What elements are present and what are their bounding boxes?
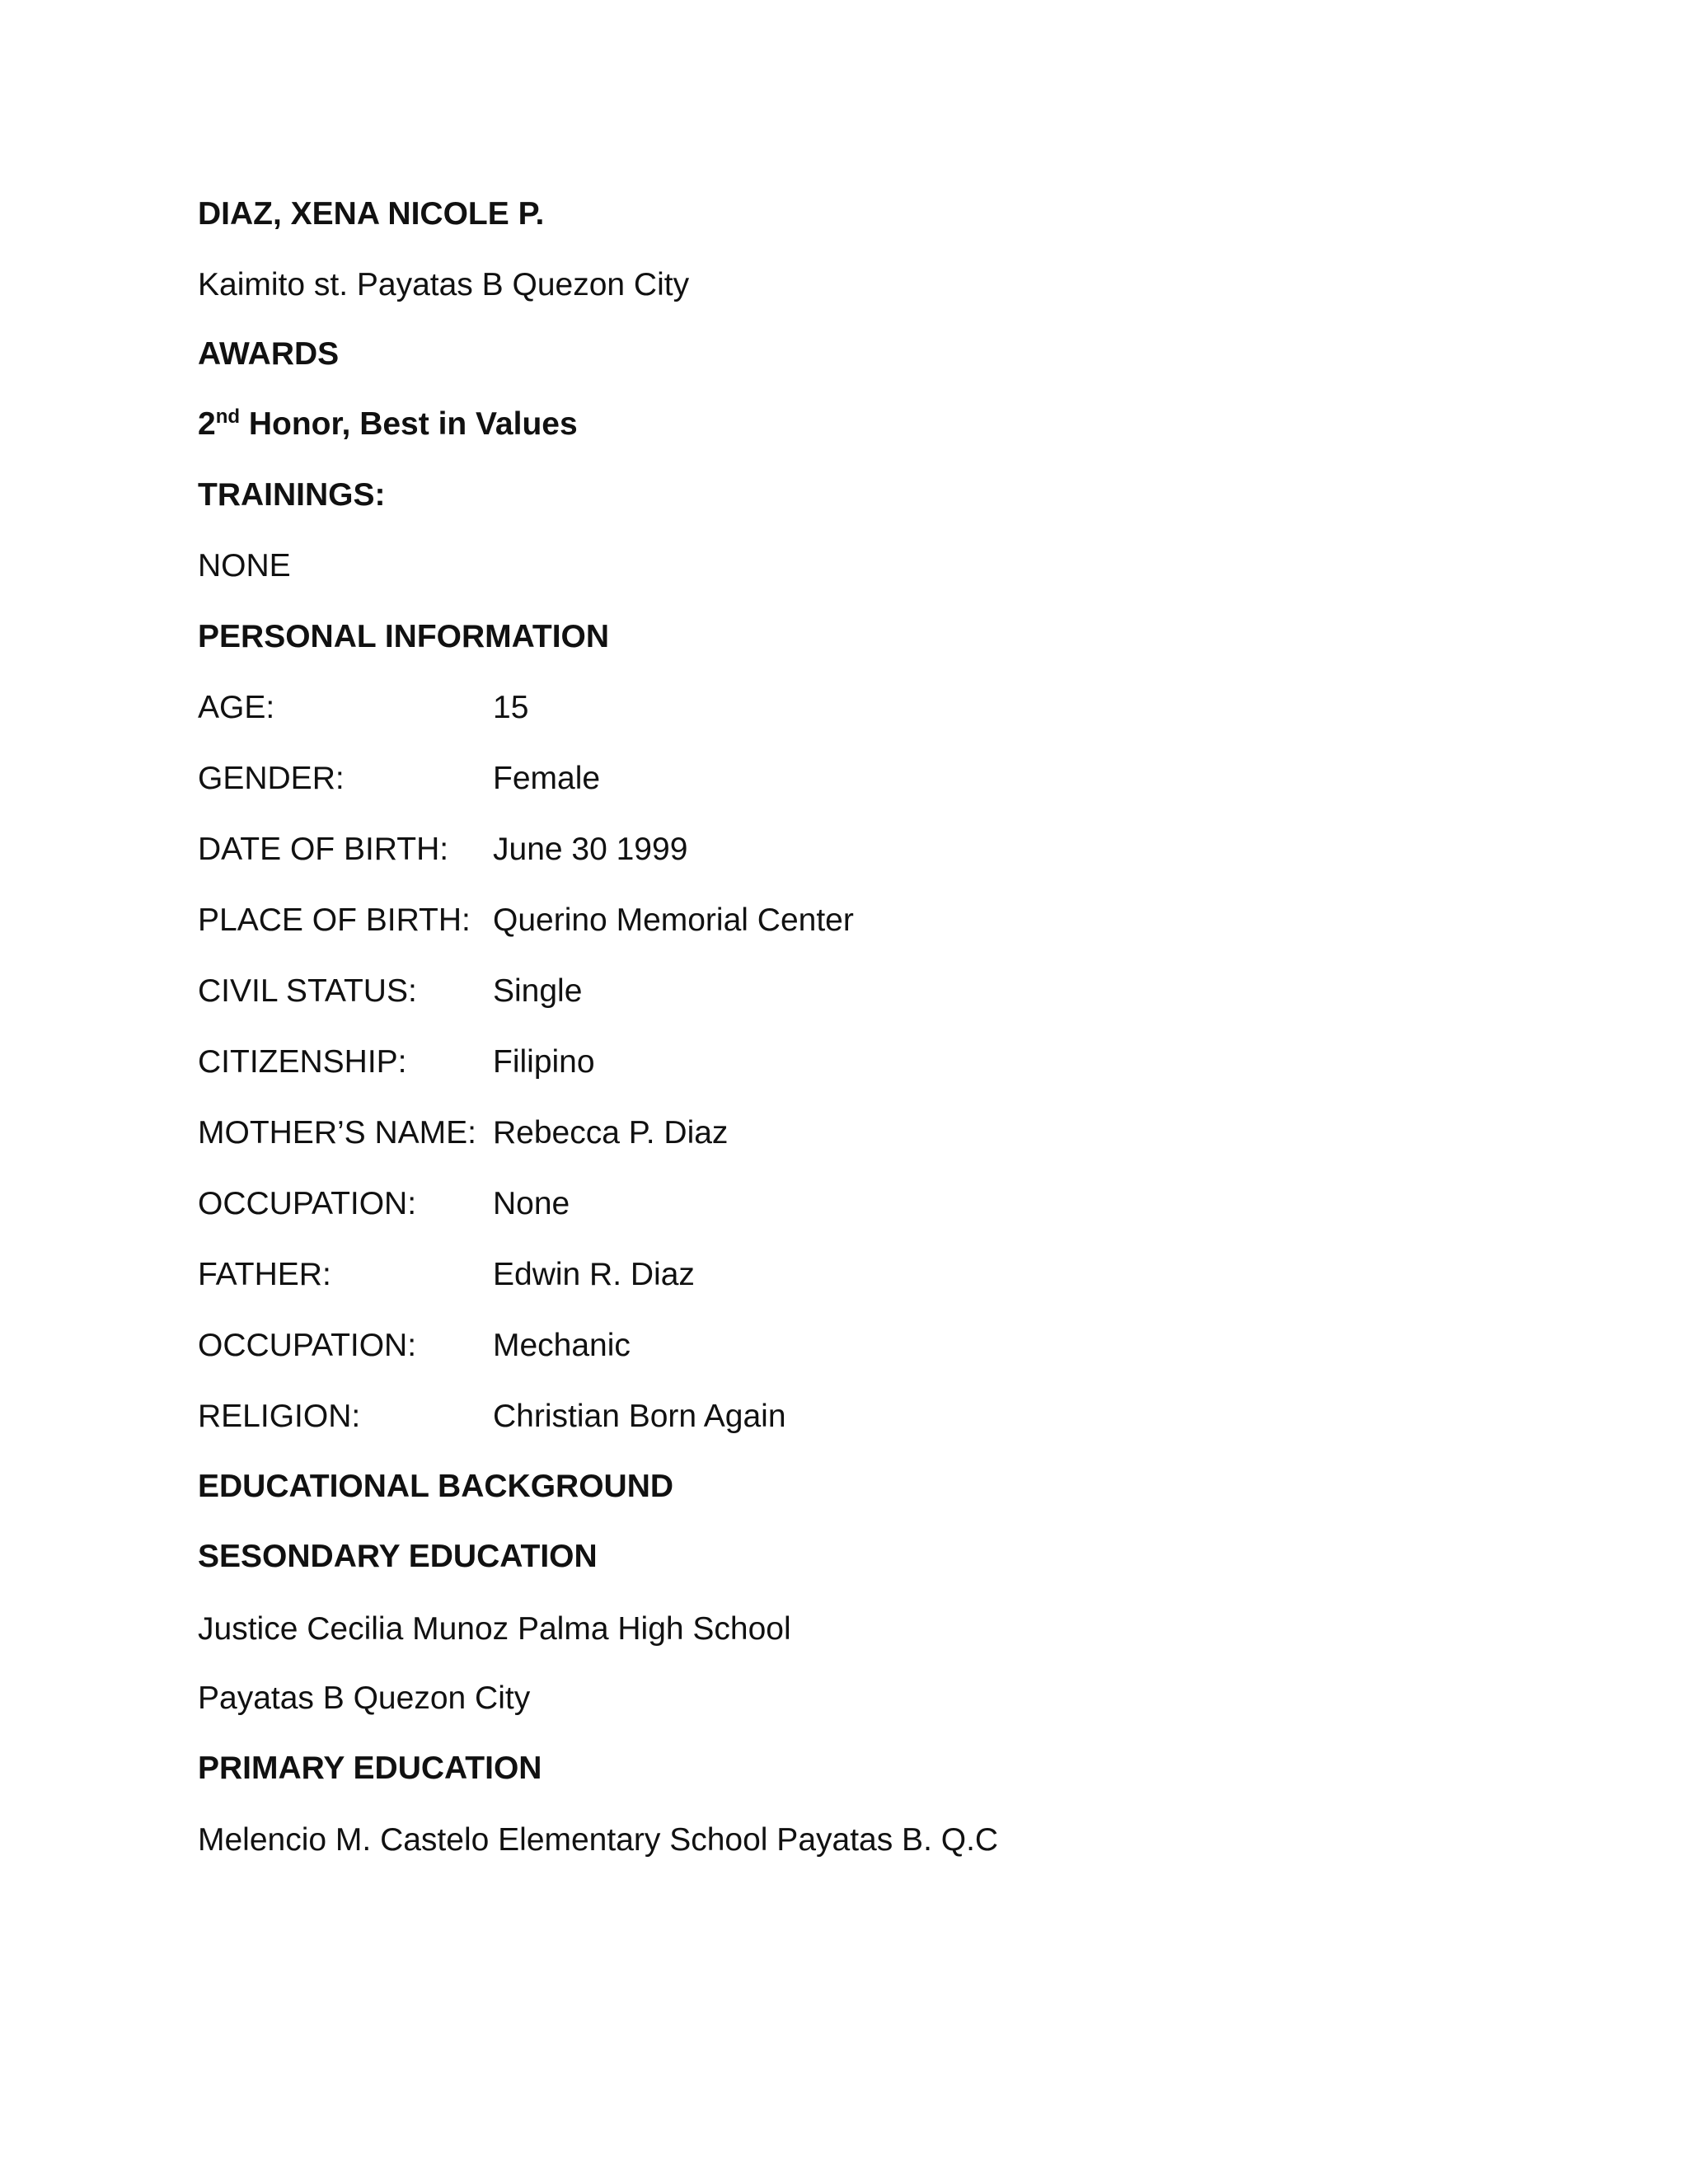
personal-value-age: 15	[493, 690, 529, 725]
personal-label-father: FATHER:	[198, 1257, 331, 1292]
personal-value-religion: Christian Born Again	[493, 1399, 786, 1434]
personal-value-gender: Female	[493, 761, 601, 796]
personal-info-heading: PERSONAL INFORMATION	[198, 619, 610, 654]
honor-number: 2	[198, 406, 216, 442]
applicant-name: DIAZ, XENA NICOLE P.	[198, 196, 545, 232]
personal-label-mother-occupation: OCCUPATION:	[198, 1186, 417, 1221]
personal-label-age: AGE:	[198, 690, 275, 725]
applicant-address: Kaimito st. Payatas B Quezon City	[198, 267, 690, 302]
personal-label-place-of-birth: PLACE OF BIRTH:	[198, 902, 471, 938]
personal-value-civil-status: Single	[493, 973, 583, 1009]
secondary-school-address: Payatas B Quezon City	[198, 1680, 531, 1716]
trainings-value: NONE	[198, 548, 291, 583]
personal-value-father: Edwin R. Diaz	[493, 1257, 695, 1292]
awards-heading: AWARDS	[198, 336, 340, 372]
education-heading: EDUCATIONAL BACKGROUND	[198, 1469, 674, 1504]
personal-label-father-occupation: OCCUPATION:	[198, 1328, 417, 1363]
personal-label-religion: RELIGION:	[198, 1399, 361, 1434]
personal-label-date-of-birth: DATE OF BIRTH:	[198, 832, 449, 867]
honor-rest: Honor, Best in Values	[240, 406, 578, 442]
personal-value-father-occupation: Mechanic	[493, 1328, 631, 1363]
personal-value-date-of-birth: June 30 1999	[493, 832, 688, 867]
personal-value-mothers-name: Rebecca P. Diaz	[493, 1115, 729, 1151]
secondary-education-heading: SESONDARY EDUCATION	[198, 1539, 598, 1574]
secondary-school-name: Justice Cecilia Munoz Palma High School	[198, 1611, 791, 1647]
primary-school-name: Melencio M. Castelo Elementary School Payatas B. Q.C	[198, 1822, 999, 1858]
personal-value-citizenship: Filipino	[493, 1044, 595, 1080]
personal-label-citizenship: CITIZENSHIP:	[198, 1044, 407, 1080]
primary-education-heading: PRIMARY EDUCATION	[198, 1750, 542, 1786]
personal-value-place-of-birth: Querino Memorial Center	[493, 902, 854, 938]
personal-label-gender: GENDER:	[198, 761, 345, 796]
personal-label-mothers-name: MOTHER’S NAME:	[198, 1115, 477, 1151]
personal-value-mother-occupation: None	[493, 1186, 570, 1221]
honor-suffix: nd	[215, 405, 241, 428]
trainings-heading: TRAININGS:	[198, 477, 386, 513]
awards-value	[198, 405, 578, 444]
personal-label-civil-status: CIVIL STATUS:	[198, 973, 417, 1009]
